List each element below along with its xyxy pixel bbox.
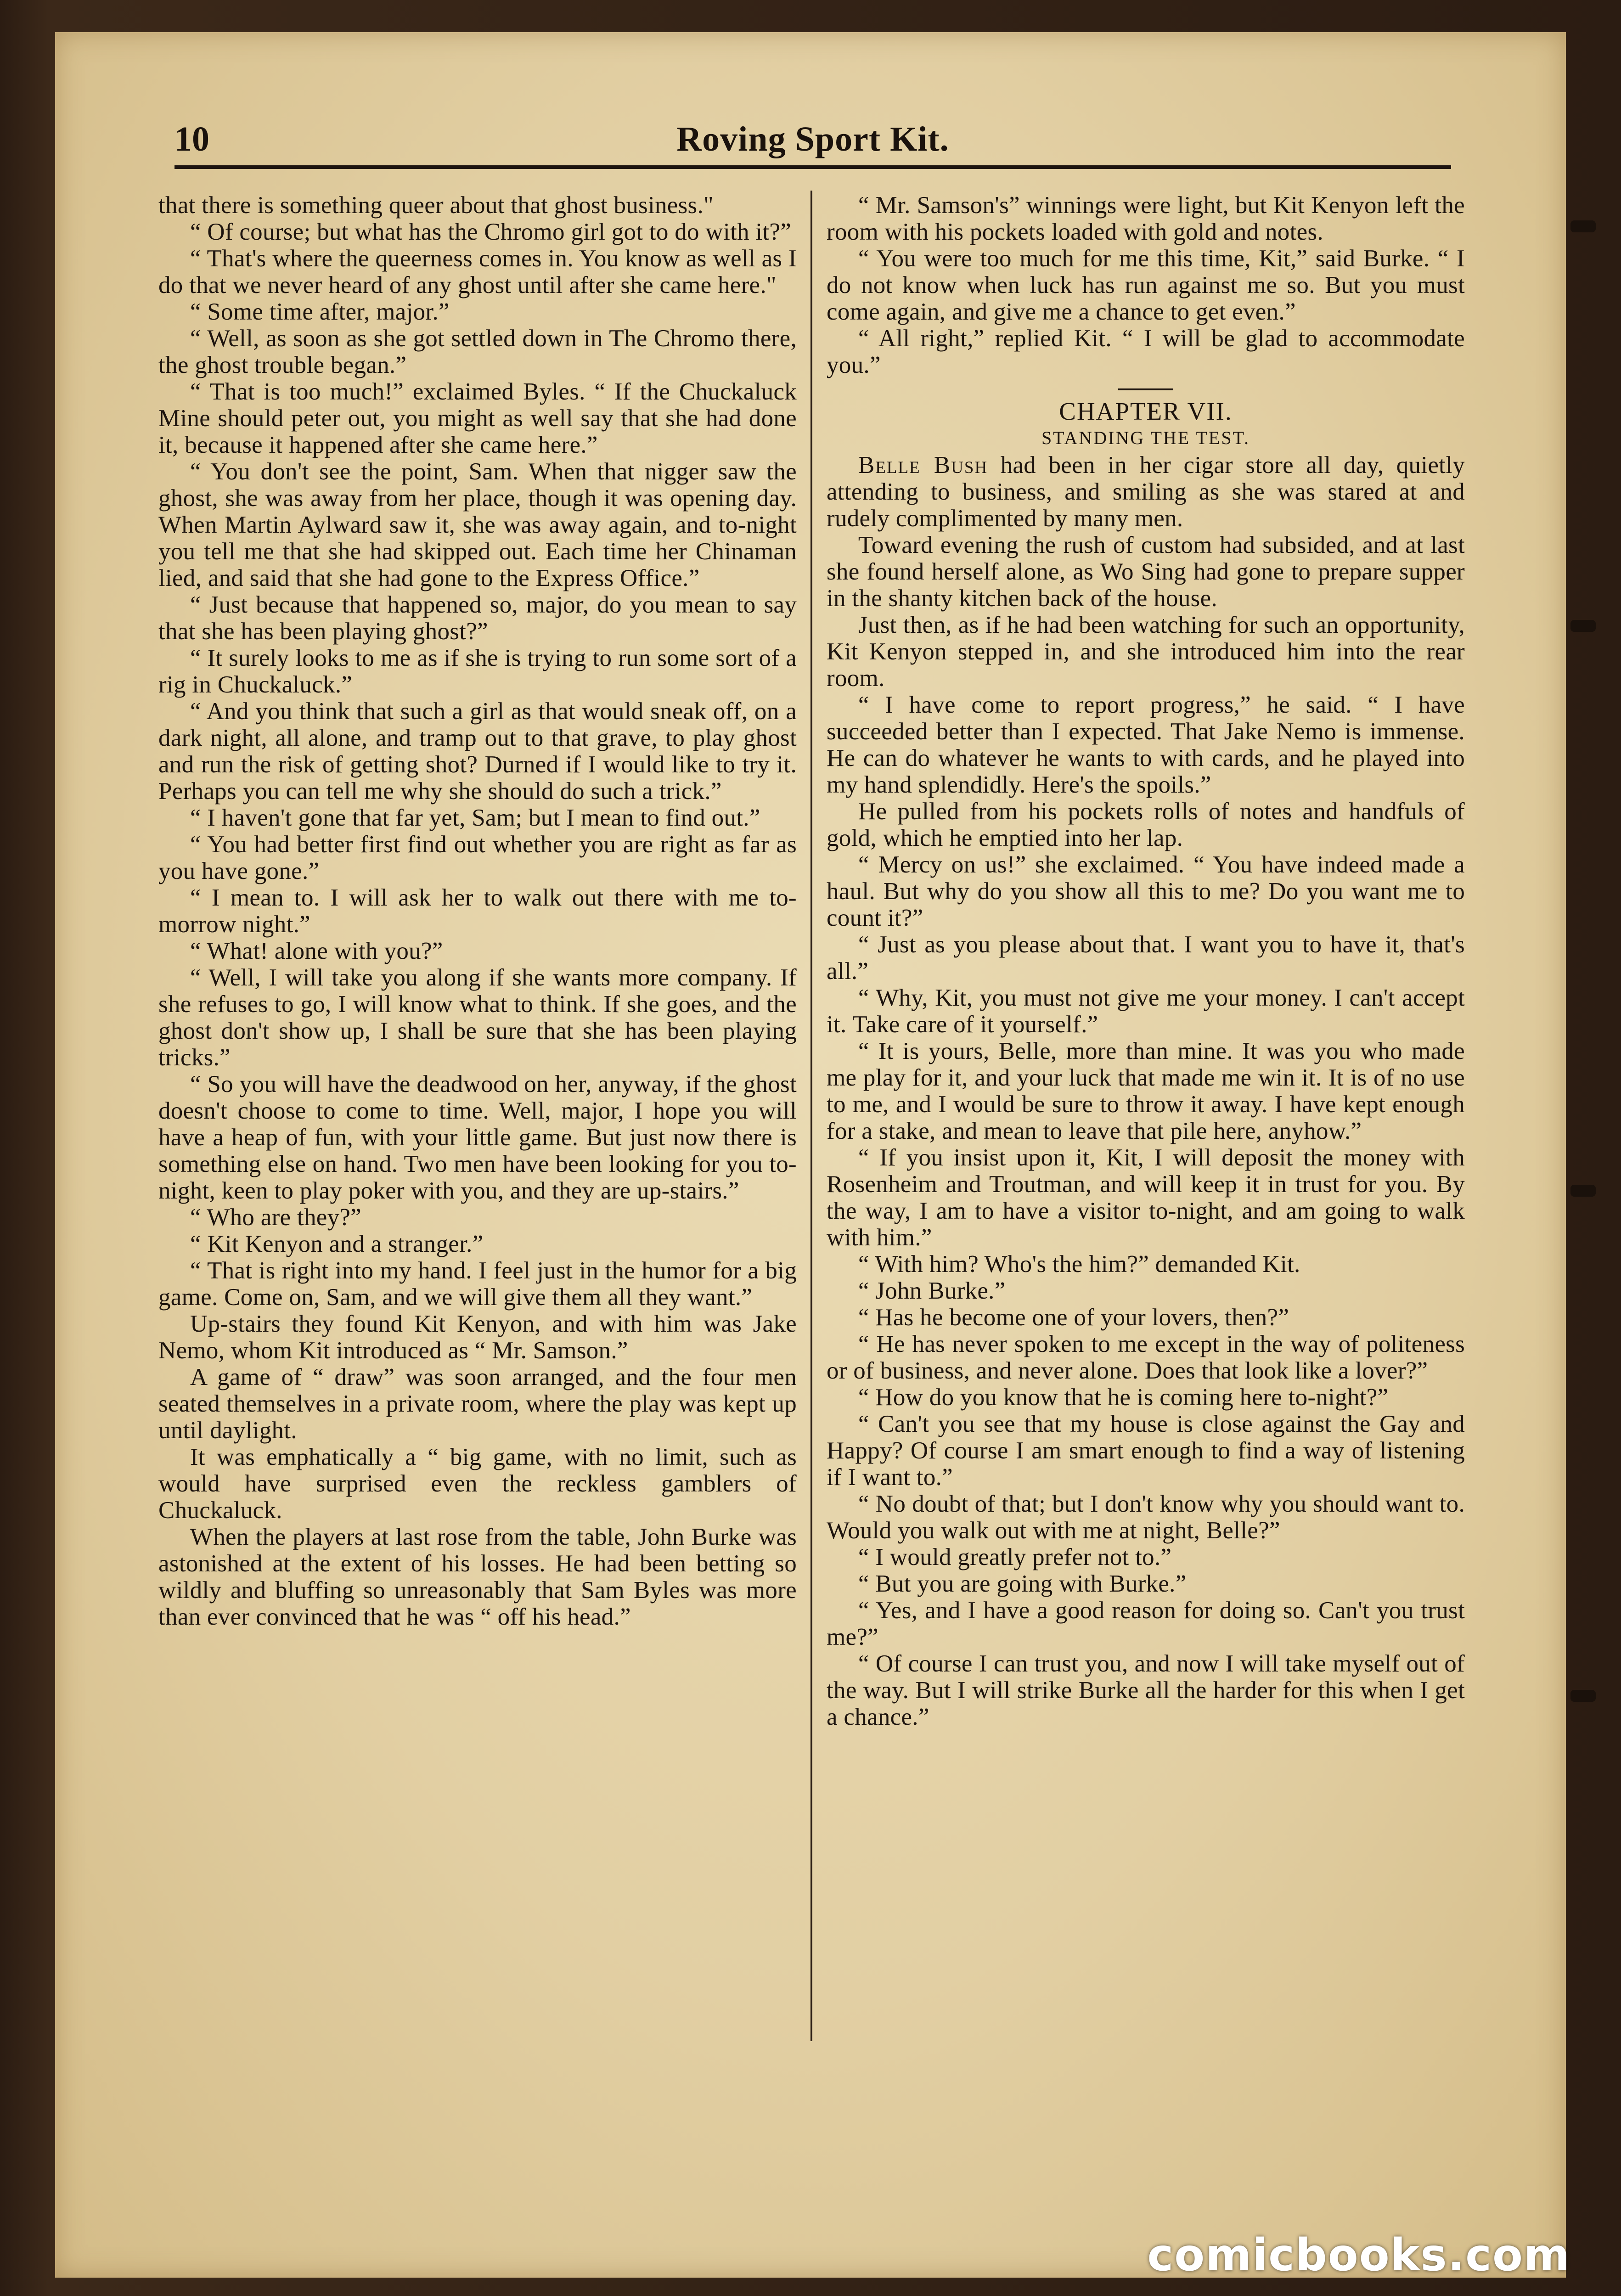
paragraph: “ If you insist upon it, Kit, I will deposit the money with Rosenheim and Troutman, and will keep it in trust for you. By the way, I am to have a visitor to-night, and am going to walk with him.” xyxy=(827,1144,1465,1251)
binding-tab xyxy=(1570,620,1596,632)
paragraph: “ Mercy on us!” she exclaimed. “ You have indeed made a haul. But why do you show all this to me? Do you want me to count it?” xyxy=(827,851,1465,931)
chapter-title: CHAPTER VII. xyxy=(1059,397,1233,425)
binding-tab xyxy=(1570,1690,1596,1702)
paragraph: When the players at last rose from the table, John Burke was astonished at the extent of his losses. He had been betting so wildly and bluffing so unreasonably that Sam Byles was more than ever convinced that he was “ off his head.” xyxy=(158,1524,797,1630)
paragraph: “ That's where the queerness comes in. You know as well as I do that we never heard of any ghost until after she came here." xyxy=(158,245,797,298)
opening-text: had been in her cigar store all day, quietly attending to business, and smiling as she was stared at and rudely complimented by many men. xyxy=(827,452,1465,532)
paragraph: “ Mr. Samson's” winnings were light, but Kit Kenyon left the room with his pockets loaded with gold and notes. xyxy=(827,192,1465,245)
paragraph: “ Well, I will take you along if she wants more company. If she refuses to go, I will know what to think. If she goes, and the ghost don't show up, I shall be sure that she has been playing tricks.” xyxy=(158,964,797,1071)
running-title: Roving Sport Kit. xyxy=(676,120,949,158)
paragraph: “ Just because that happened so, major, do you mean to say that she has been playing ghost?” xyxy=(158,591,797,645)
paragraph: It was emphatically a “ big game, with no limit, such as would have surprised even the reckless gamblers of Chuckaluck. xyxy=(158,1444,797,1524)
left-column xyxy=(158,192,797,1630)
paragraph: “ And you think that such a girl as that would sneak off, on a dark night, all alone, and tramp out to that grave, to play ghost and run the risk of getting shot? Durned if I would like to try it. Perhaps you can tell me why she should do such a trick.” xyxy=(158,698,797,805)
paragraph: “ I mean to. I will ask her to walk out there with me to-morrow night.” xyxy=(158,884,797,938)
paragraph: “ Can't you see that my house is close against the Gay and Happy? Of course I am smart enough to find a way of listening if I want to.” xyxy=(827,1411,1465,1491)
paragraph: “ Of course; but what has the Chromo girl got to do with it?” xyxy=(190,219,792,245)
paragraph: “ It is yours, Belle, more than mine. It was you who made me play for it, and your luck that made me win it. It is of no use to me, and I would be sure to throw it away. I have kept enough for a stake, and mean to leave that pile here, anyhow.” xyxy=(827,1038,1465,1144)
paragraph: “ What! alone with you?” xyxy=(190,938,443,964)
paragraph: “ Well, as soon as she got settled down in The Chromo there, the ghost trouble began.” xyxy=(158,325,797,378)
paragraph: “ He has never spoken to me except in the way of politeness or of business, and never alone. Does that look like a lover?” xyxy=(827,1331,1465,1384)
right-column xyxy=(827,192,1465,1730)
chapter-subtitle: STANDING THE TEST. xyxy=(1041,428,1250,448)
paragraph: “ You don't see the point, Sam. When that nigger saw the ghost, she was away from her place, though it was opening day. When Martin Aylward saw it, she was away again, and to-night you tell me that she had skipped out. Each time her Chinaman lied, and said that she had gone to the Express Office.” xyxy=(158,458,797,591)
paragraph: “ All right,” replied Kit. “ I will be glad to accommodate you.” xyxy=(827,325,1465,378)
paragraph: He pulled from his pockets rolls of notes and handfuls of gold, which he emptied into her lap. xyxy=(827,798,1465,851)
paragraph: “ Of course I can trust you, and now I will take myself out of the way. But I will strike Burke all the harder for this when I get a chance.” xyxy=(827,1650,1465,1730)
page-number: 10 xyxy=(174,120,209,158)
chapter-opening-paragraph xyxy=(827,452,1465,532)
paragraph: “ You had better first find out whether you are right as far as you have gone.” xyxy=(158,831,797,884)
paragraph: “ Why, Kit, you must not give me your money. I can't accept it. Take care of it yourself.” xyxy=(827,985,1465,1038)
paragraph: “ I have come to report progress,” he said. “ I have succeeded better than I expected. That Jake Nemo is immense. He can do whatever he wants to with cards, and he played into my hand splendidly. Here's the spoils.” xyxy=(827,692,1465,798)
paragraph: “ Some time after, major.” xyxy=(190,298,450,325)
paragraph: Just then, as if he had been watching for such an opportunity, Kit Kenyon stepped in, and she introduced him into the rear room. xyxy=(827,612,1465,692)
paragraph: “ With him? Who's the him?” demanded Kit. xyxy=(858,1251,1300,1277)
site-watermark: comicbooks.com xyxy=(1147,2229,1570,2281)
paragraph: “ Who are they?” xyxy=(190,1204,362,1231)
paragraph: “ I haven't gone that far yet, Sam; but I mean to find out.” xyxy=(190,805,760,831)
column-divider xyxy=(810,191,812,2041)
paragraph: “ So you will have the deadwood on her, anyway, if the ghost doesn't choose to come to time. Well, major, I hope you will have a heap of fun, with your little game. But just now there is something else on hand. Two men have been looking for you to-night, keen to play poker with you, and they are up-stairs.” xyxy=(158,1071,797,1204)
paragraph: “ You were too much for me this time, Kit,” said Burke. “ I do not know when luck has run against me so. But you must come again, and give me a chance to get even.” xyxy=(827,245,1465,325)
paragraph: Toward evening the rush of custom had subsided, and at last she found herself alone, as Wo Sing had gone to prepare supper in the shanty kitchen back of the house. xyxy=(827,532,1465,612)
chapter-rule xyxy=(1118,388,1173,390)
paragraph: “ John Burke.” xyxy=(858,1277,1006,1304)
page-header xyxy=(174,106,1451,169)
paragraph: that there is something queer about that ghost business." xyxy=(158,192,714,219)
paragraph: “ That is right into my hand. I feel just in the humor for a big game. Come on, Sam, and we will give them all they want.” xyxy=(158,1257,797,1311)
binding-tab xyxy=(1570,220,1596,232)
binding-tab xyxy=(1570,1185,1596,1197)
paragraph: “ It surely looks to me as if she is trying to run some sort of a rig in Chuckaluck.” xyxy=(158,645,797,698)
paragraph: “ Has he become one of your lovers, then?” xyxy=(858,1304,1289,1331)
paragraph: “ Yes, and I have a good reason for doing so. Can't you trust me?” xyxy=(827,1597,1465,1650)
opening-name: Belle Bush xyxy=(858,452,988,478)
paragraph: A game of “ draw” was soon arranged, and the four men seated themselves in a private room, where the play was kept up until daylight. xyxy=(158,1364,797,1444)
paragraph: “ Kit Kenyon and a stranger.” xyxy=(190,1231,484,1257)
paragraph: “ No doubt of that; but I don't know why you should want to. Would you walk out with me at night, Belle?” xyxy=(827,1491,1465,1544)
paragraph: “ Just as you please about that. I want you to have it, that's all.” xyxy=(827,931,1465,985)
paragraph: “ That is too much!” exclaimed Byles. “ If the Chuckaluck Mine should peter out, you might as well say that she had done it, because it happened after she came here.” xyxy=(158,378,797,458)
paragraph: “ But you are going with Burke.” xyxy=(858,1570,1187,1597)
paragraph: Up-stairs they found Kit Kenyon, and with him was Jake Nemo, whom Kit introduced as “ Mr. Samson.” xyxy=(158,1311,797,1364)
paragraph: “ I would greatly prefer not to.” xyxy=(858,1544,1172,1570)
paragraph: “ How do you know that he is coming here to-night?” xyxy=(858,1384,1389,1411)
